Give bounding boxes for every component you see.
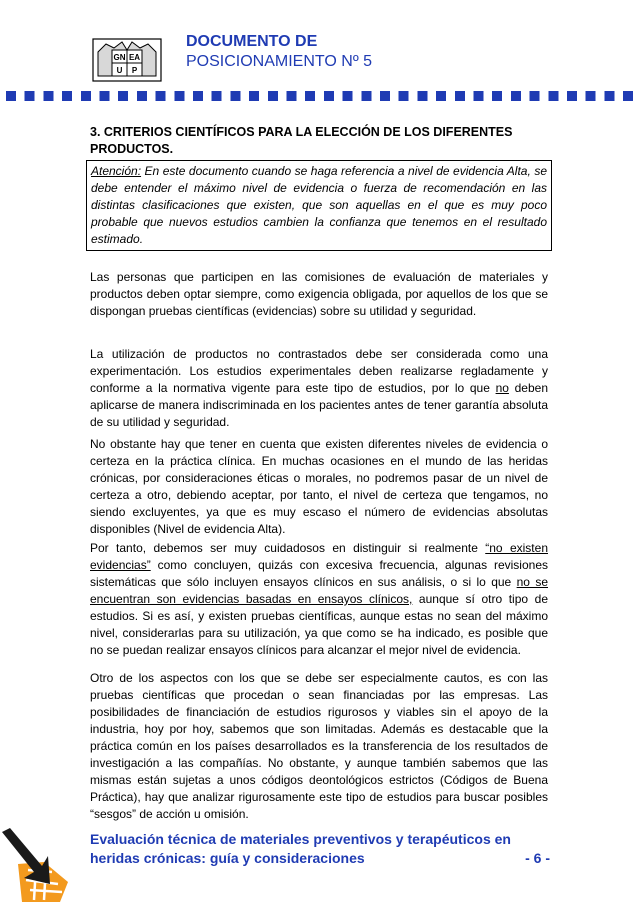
dotted-divider xyxy=(6,91,634,101)
paragraph-2-text-b: deben aplicarse de manera indiscriminada en los pacientes antes de tener garantía absoluta de su utilidad y seguridad. xyxy=(90,381,549,429)
paragraph-3: No obstante hay que tener en cuenta que existen diferentes niveles de evidencia o certeza en la práctica clínica. En muchas ocasiones en el mundo de las heridas crónicas, por consideraciones éticas o morales, no podremos pasar de un nivel de certeza a otro, debiendo aceptar, por tanto, el nivel de certeza que tengamos, no siendo excluyentes, ya que es muy escaso el número de evidencias absolutas disponibles (Nivel de evidencia Alta). xyxy=(90,437,548,536)
paragraph-4-text-a: Por tanto, debemos ser muy cuidadosos en distinguir si realmente xyxy=(90,541,486,555)
page-number: - 6 - xyxy=(525,850,550,866)
paragraph-4-text-c: aunque sí otro tipo de estudios. Si es así, y existen pruebas científicas, aunque estas no sean del máximo nivel, considerarlas para su utilización, ya que como se ha indicado, es posible que no se puedan realizar ensayos clínicos para alcanzar el mejor nivel de evidencia. xyxy=(90,592,548,657)
attention-box xyxy=(86,160,552,251)
footer-line-2-row xyxy=(90,849,550,868)
paragraph-5: Otro de los aspectos con los que se debe ser especialmente cautos, es con las pruebas científicas que procedan o sean financiadas por las empresas. Las posibilidades de financiación de estudios rigurosos y viables sin el apoyo de la industria, hoy por hoy, sabemos que son limitadas. Además es destacable que la práctica común en los países desarrollados es la transferencia de los resultados de investigación a las compañías. No obstante, y aunque también sabemos que las mismas están sujetas a unos códigos deontológicos estrictos (Códigos de Buena Práctica), hay que analizar rigurosamente este tipo de estudios para buscar posibles “sesgos” de acción u omisión. xyxy=(90,671,548,821)
paragraph-4 xyxy=(90,540,548,659)
attention-label: Atención: xyxy=(91,164,142,178)
paragraph-2-underlined: no xyxy=(495,381,509,395)
logo-text-gn: GN xyxy=(113,53,126,62)
document-title: DOCUMENTO DE xyxy=(186,33,318,50)
footer xyxy=(90,830,550,868)
logo-text-u: U xyxy=(116,66,123,75)
paragraph-4-text-b: como concluyen, quizás con excesiva frecuencia, algunas revisiones sistemáticas que sólo incluyen ensayos clínicos en sus análisis, o si lo que xyxy=(90,558,548,589)
arrow-logo-icon xyxy=(0,826,80,903)
footer-line-1: Evaluación técnica de materiales preventivos y terapéuticos en xyxy=(90,831,511,847)
paragraph-2 xyxy=(90,346,548,431)
section-title: 3. CRITERIOS CIENTÍFICOS PARA LA ELECCIÓN DE LOS DIFERENTES PRODUCTOS. xyxy=(90,125,513,156)
attention-text: En este documento cuando se haga referencia a nivel de evidencia Alta, se debe entender el máximo nivel de evidencia o fuerza de recomendación en las distintas clasificaciones que existen, que son aquellas en el que es muy poco probable que nuevos estudios cambien la confianza que tenemos en el resultado estimado. xyxy=(91,164,547,246)
document-subtitle: POSICIONAMIENTO Nº 5 xyxy=(186,53,373,70)
logo-text-p: P xyxy=(131,66,138,75)
footer-line-2: heridas crónicas: guía y consideraciones xyxy=(90,850,365,866)
logo-text-ea: EA xyxy=(128,53,141,62)
paragraph-4-underlined-2: no se encuentran son evidencias basadas en ensayos clínicos, xyxy=(90,575,548,606)
paragraph-2-text-a: La utilización de productos no contrastados debe ser considerada como una experimentación. Los estudios experimentales deben realizarse regladamente y conforme a la normativa vigente para este tipo de estudios, por lo que xyxy=(90,347,548,395)
paragraph-4-underlined-1: “no existen evidencias” xyxy=(90,541,548,572)
paragraph-1: Las personas que participen en las comisiones de evaluación de materiales y productos deben optar siempre, como exigencia obligada, por aquellos de los que se dispongan pruebas científicas (evidencias) sobre su utilidad y seguridad. xyxy=(90,270,548,318)
gneaupp-logo xyxy=(92,38,162,82)
